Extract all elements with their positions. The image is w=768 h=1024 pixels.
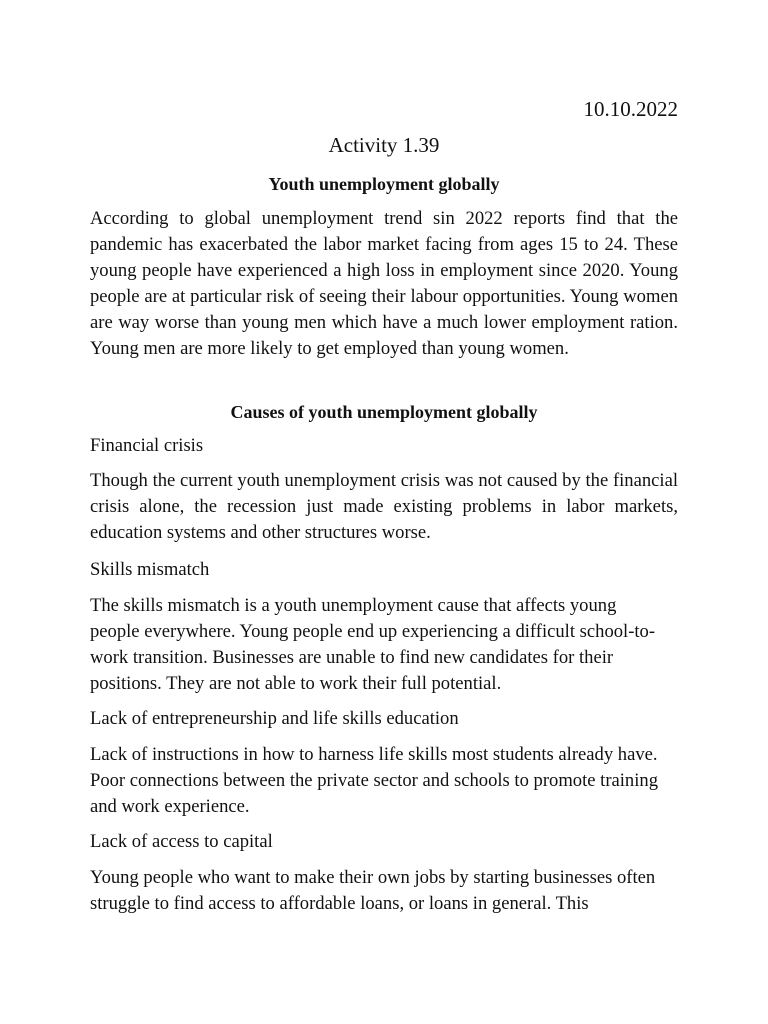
section-title-entrepreneurship: Lack of entrepreneurship and life skills education: [90, 708, 459, 729]
section-body-skills-mismatch: The skills mismatch is a youth unemployment cause that affects young people everywhere. Young people end up experiencing a difficult school-to-work transition. Businesses are unable to find new candidates for their positions. They are not able to work their full potential.: [90, 595, 656, 694]
main-heading: Youth unemployment globally: [268, 174, 500, 194]
section-title-financial-crisis: Financial crisis: [90, 435, 204, 456]
causes-heading: Causes of youth unemployment globally: [230, 402, 538, 422]
section-title-access-to-capital: Lack of access to capital: [90, 831, 273, 852]
document-date: 10.10.2022: [583, 97, 678, 121]
section-body-financial-crisis: Though the current youth unemployment crisis was not caused by the financial crisis alone, the recession just made existing problems in labor markets, education systems and other structures worse.: [90, 470, 678, 543]
section-body-entrepreneurship: Lack of instructions in how to harness life skills most students already have. Poor connections between the private sector and schools to promote training and work experience.: [90, 744, 658, 817]
intro-paragraph: According to global unemployment trend sin 2022 reports find that the pandemic has exacerbated the labor market facing from ages 15 to 24. These young people have experienced a high loss in employment since 2020. Young people are at particular risk of seeing their labour opportunities. Young women are way worse than young men which have a much lower employment ration. Young men are more likely to get employed than young women.: [90, 208, 678, 359]
section-body-access-to-capital: Young people who want to make their own jobs by starting businesses often struggle to find access to affordable loans, or loans in general. This: [90, 867, 656, 914]
activity-title: Activity 1.39: [328, 133, 440, 157]
section-title-skills-mismatch: Skills mismatch: [90, 559, 210, 580]
